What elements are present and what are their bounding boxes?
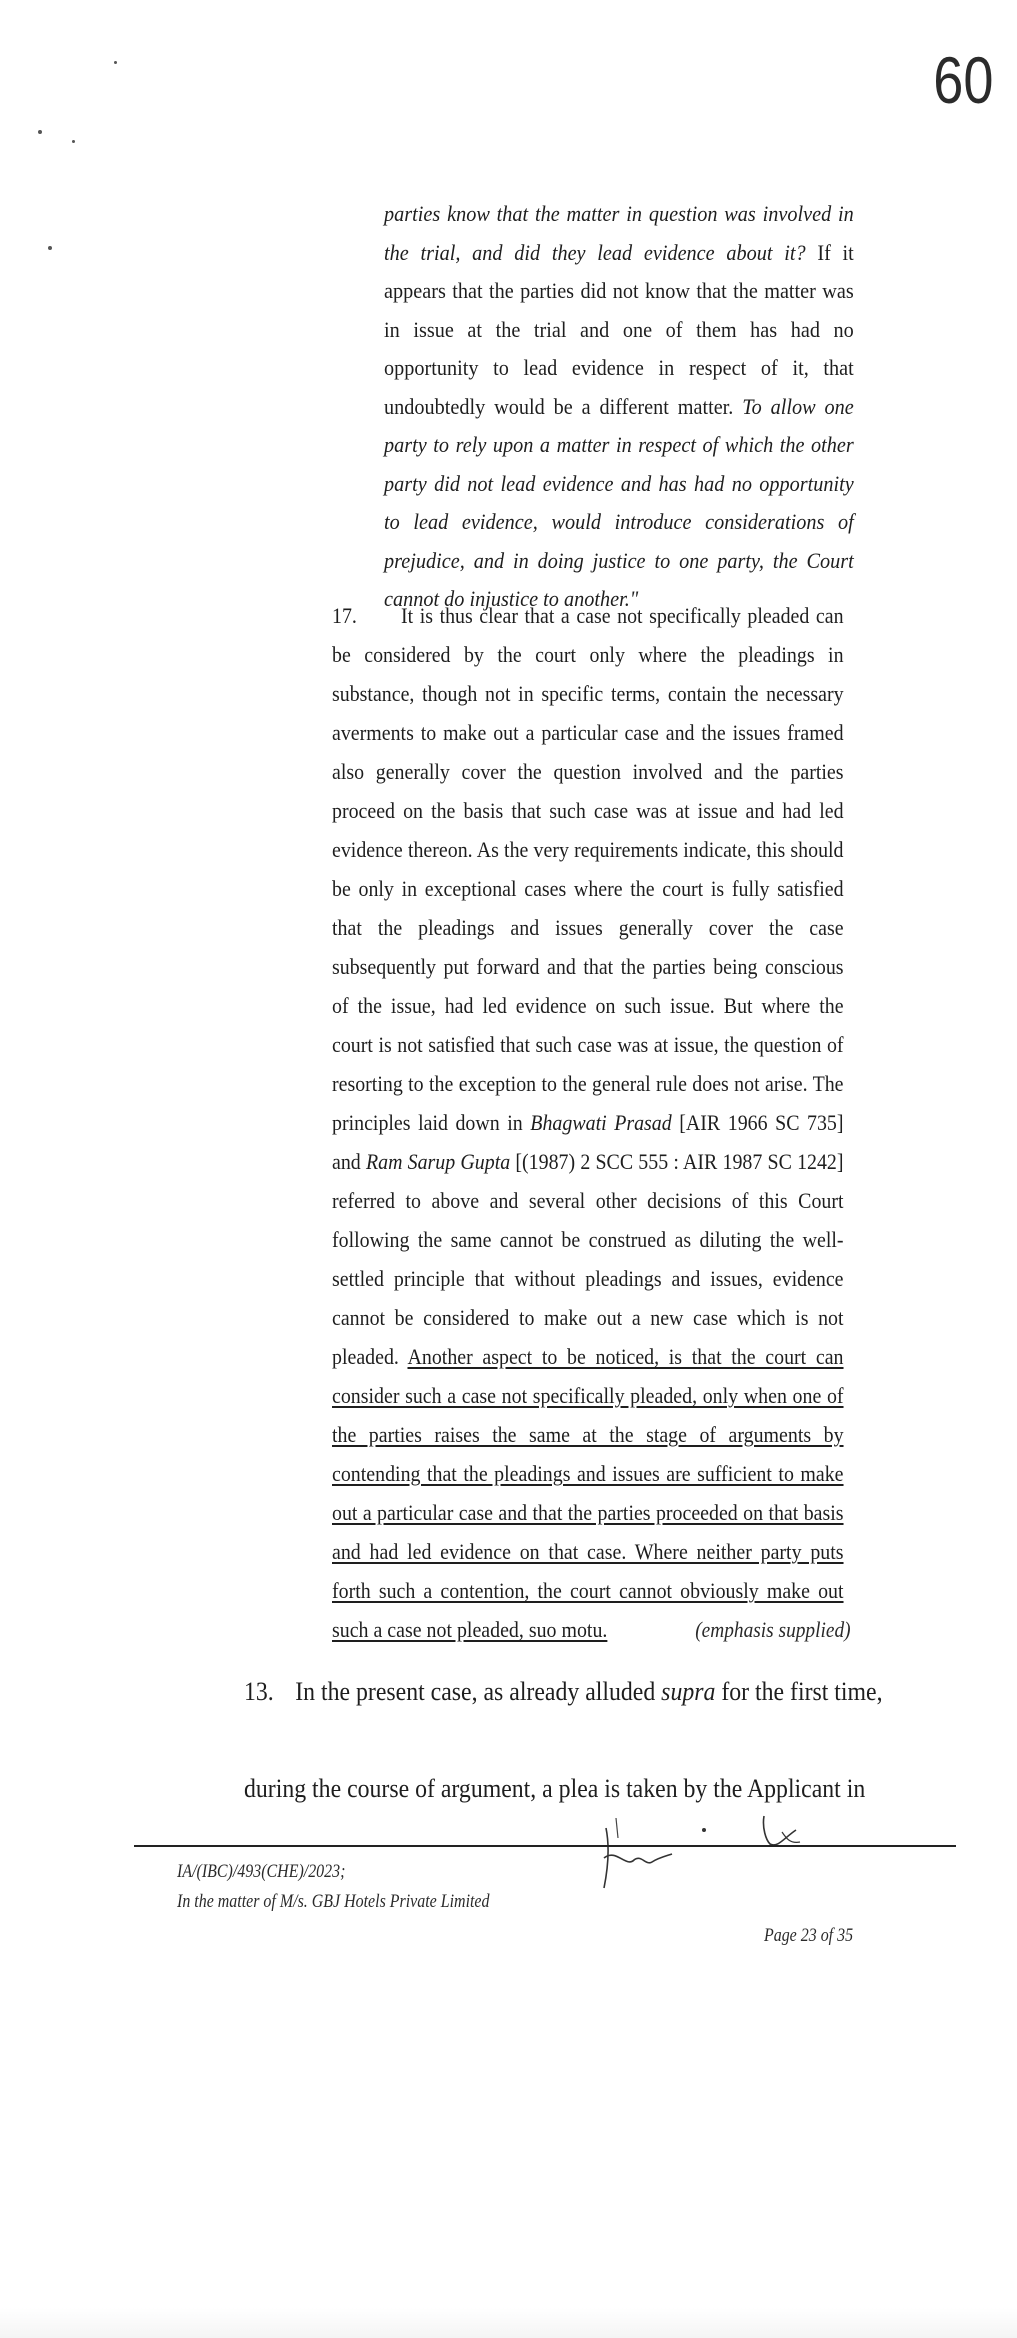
paragraph-17 xyxy=(332,596,844,1649)
quote-segment: To allow one party to rely upon a matter in respect of which the other party did not lead evidence and has had no opportunity to lead evidence, would introduce considerations of prejudice, and in doing justice to one party, the Court cannot do injustice to another." xyxy=(384,393,854,611)
case-name: Ram Sarup Gupta xyxy=(365,1149,511,1174)
paragraph-number: 17. xyxy=(332,603,357,628)
handwritten-signature xyxy=(586,1808,846,1908)
footer-case-info xyxy=(177,1857,490,1917)
scan-speck xyxy=(48,246,52,250)
footer-case-number: IA/(IBC)/493(CHE)/2023; xyxy=(177,1861,346,1882)
quote-segment: parties know that the matter in question was involved in the trial, and did they lead evidence about it? xyxy=(384,201,854,265)
block-quote-text xyxy=(384,195,854,619)
page-stamp-number: 60 xyxy=(932,43,993,117)
underlined-emphasis: Another aspect to be noticed, is that the court can consider such a case not specifically pleaded, only when one of the parties raises the same at the stage of arguments by contending that the pleadings and issues are sufficient to make out a particular case and that the parties proceeded on that basis and had led evidence on that case. Where neither party puts forth such a contention, the court cannot obviously make out such a case not pleaded, suo motu. xyxy=(332,1344,844,1642)
case-name: Bhagwati Prasad xyxy=(530,1110,672,1135)
footer-matter-title: In the matter of M/s. GBJ Hotels Private Limited xyxy=(177,1891,490,1912)
paragraph-text: [(1987) 2 SCC 555 : AIR 1987 SC 1242] referred to above and several other decisions of this Court following the same cannot be construed as diluting the well-settled principle that without pleadings and issues, evidence cannot be considered to make out a new case which is not pleaded. xyxy=(332,1149,844,1369)
paragraph-line xyxy=(244,1677,883,1774)
scan-edge-shadow xyxy=(0,2308,1017,2338)
scan-speck xyxy=(38,130,42,134)
paragraph-number: 13. xyxy=(244,1677,274,1706)
scan-speck xyxy=(72,140,75,143)
italic-term: supra xyxy=(661,1677,716,1706)
paragraph-line: during the course of argument, a plea is taken by the Applicant in xyxy=(244,1774,866,1803)
block-quote xyxy=(384,195,854,619)
footer-page-number: Page 23 of 35 xyxy=(763,1925,853,1946)
quote-segment: If it appears that the parties did not know that the matter was in issue at the trial and one of them has had no opportunity to lead evidence in respect of it, that undoubtedly would be a different matter. xyxy=(384,239,854,419)
emphasis-note: (emphasis supplied) xyxy=(695,1617,851,1642)
paragraph-text: It is thus clear that a case not specifically pleaded can be considered by the court only where the pleadings in substance, though not in specific terms, contain the necessary averments to make out a particular case and the issues framed also generally cover the question involved and the parties proceed on the basis that such case was at issue and had led evidence thereon. As the very requirements indicate, this should be only in exceptional cases where the court is fully satisfied that the pleadings and issues generally cover the case subsequently put forward and that the parties being conscious of the issue, had led evidence on such issue. But where the court is not satisfied that such case was at issue, the question of resorting to the exception to the general rule does not arise. The principles laid down in xyxy=(332,603,844,1135)
footer-divider xyxy=(134,1845,956,1847)
paragraph-text: for the first time, xyxy=(715,1677,883,1706)
paragraph-text: In the present case, as already alluded xyxy=(295,1677,662,1706)
citation-text: [AIR 1966 SC 735] and xyxy=(332,1110,844,1174)
scan-speck xyxy=(114,61,117,64)
